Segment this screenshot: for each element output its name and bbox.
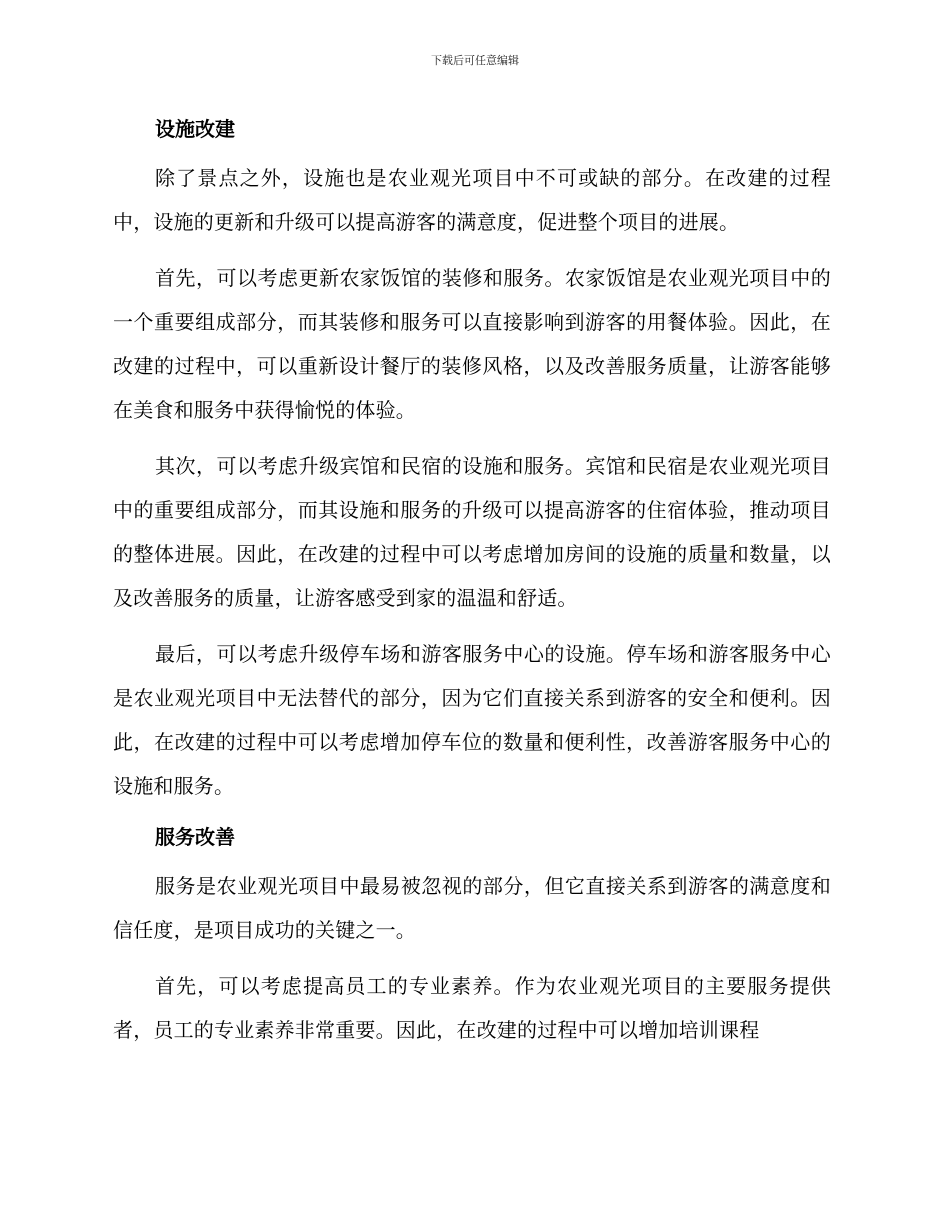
page-header: 下载后可任意编辑 (431, 54, 519, 67)
section-heading-facilities: 设施改建 (155, 117, 235, 141)
document-body (113, 112, 831, 1064)
paragraph: 其次，可以考虑升级宾馆和民宿的设施和服务。宾馆和民宿是农业观光项目中的重要组成部分，而其设施和服务的升级可以提高游客的住宿体验，推动项目的整体进展。因此，在改建的过程中可以考虑增加房间的设施的质量和数量，以及改善服务的质量，让游客感受到家的温温和舒适。 (113, 454, 831, 610)
section-heading-service: 服务改善 (155, 825, 235, 849)
paragraph: 最后，可以考虑升级停车场和游客服务中心的设施。停车场和游客服务中心是农业观光项目中无法替代的部分，因为它们直接关系到游客的安全和便利。因此，在改建的过程中可以考虑增加停车位的数量和便利性，改善游客服务中心的设施和服务。 (113, 642, 831, 798)
paragraph: 首先，可以考虑提高员工的专业素养。作为农业观光项目的主要服务提供者，员工的专业素养非常重要。因此，在改建的过程中可以增加培训课程 (113, 974, 831, 1042)
paragraph: 除了景点之外，设施也是农业观光项目中不可或缺的部分。在改建的过程中，设施的更新和升级可以提高游客的满意度，促进整个项目的进展。 (113, 166, 831, 234)
paragraph: 服务是农业观光项目中最易被忽视的部分，但它直接关系到游客的满意度和信任度，是项目成功的关键之一。 (113, 874, 831, 942)
paragraph: 首先，可以考虑更新农家饭馆的装修和服务。农家饭馆是农业观光项目中的一个重要组成部分，而其装修和服务可以直接影响到游客的用餐体验。因此，在改建的过程中，可以重新设计餐厅的装修风格，以及改善服务质量，让游客能够在美食和服务中获得愉悦的体验。 (113, 266, 831, 422)
